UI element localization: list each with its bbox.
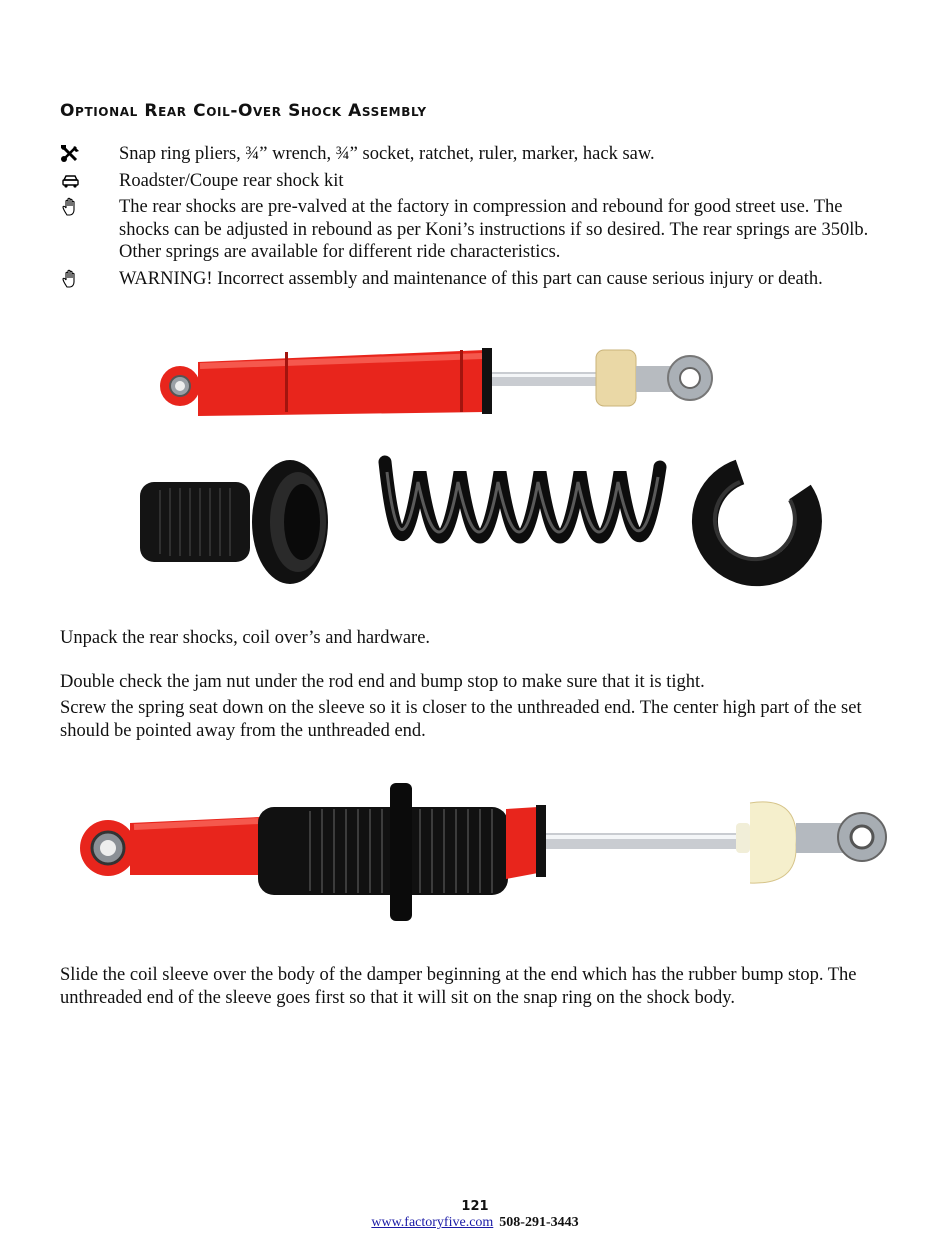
spring-seat-paragraph: Screw the spring seat down on the sleeve so it is closer to the unthreaded end. The center high part of the set should be pointed away from the unthreaded end. (60, 698, 862, 741)
item-text: Roadster/Coupe rear shock kit (119, 170, 344, 191)
list-item (60, 170, 890, 193)
website-link[interactable]: www.factoryfive.com (371, 1215, 494, 1230)
phone-number: 508-291-3443 (499, 1215, 579, 1230)
footer-contact (0, 1215, 950, 1231)
unpack-paragraph: Unpack the rear shocks, coil over’s and hardware. (60, 628, 431, 648)
tools-icon (60, 144, 82, 164)
list-item (60, 196, 890, 264)
slide-sleeve-paragraph: Slide the coil sleeve over the body of the damper beginning at the end which has the rubber bump stop. The unthreaded end of the sleeve goes first so that it will sit on the snap ring on the shock body. (60, 965, 857, 1008)
item-text: The rear shocks are pre-valved at the factory in compression and rebound for good street use. The shocks can be adjusted in rebound as per Koni’s instructions if so desired. The rear springs are 350lb. Other springs are available for different ride characteristics. (119, 197, 869, 262)
shock-with-sleeve-photo (60, 745, 920, 957)
page-title: Optional Rear Coil-Over Shock Assembly (60, 101, 427, 121)
hand-icon (60, 197, 82, 217)
shock-kit-parts-photo (120, 322, 825, 622)
info-list (60, 143, 890, 294)
item-text: Snap ring pliers, ¾” wrench, ¾” socket, ratchet, ruler, marker, hack saw. (119, 144, 655, 164)
list-item (60, 268, 890, 291)
car-icon (60, 171, 82, 191)
page-number: 121 (461, 1199, 489, 1214)
item-text: WARNING! Incorrect assembly and maintenance of this part can cause serious injury or death. (119, 268, 823, 289)
jam-nut-paragraph: Double check the jam nut under the rod end and bump stop to make sure that it is tight. (60, 672, 705, 692)
hand-icon (60, 269, 82, 289)
list-item (60, 143, 890, 166)
